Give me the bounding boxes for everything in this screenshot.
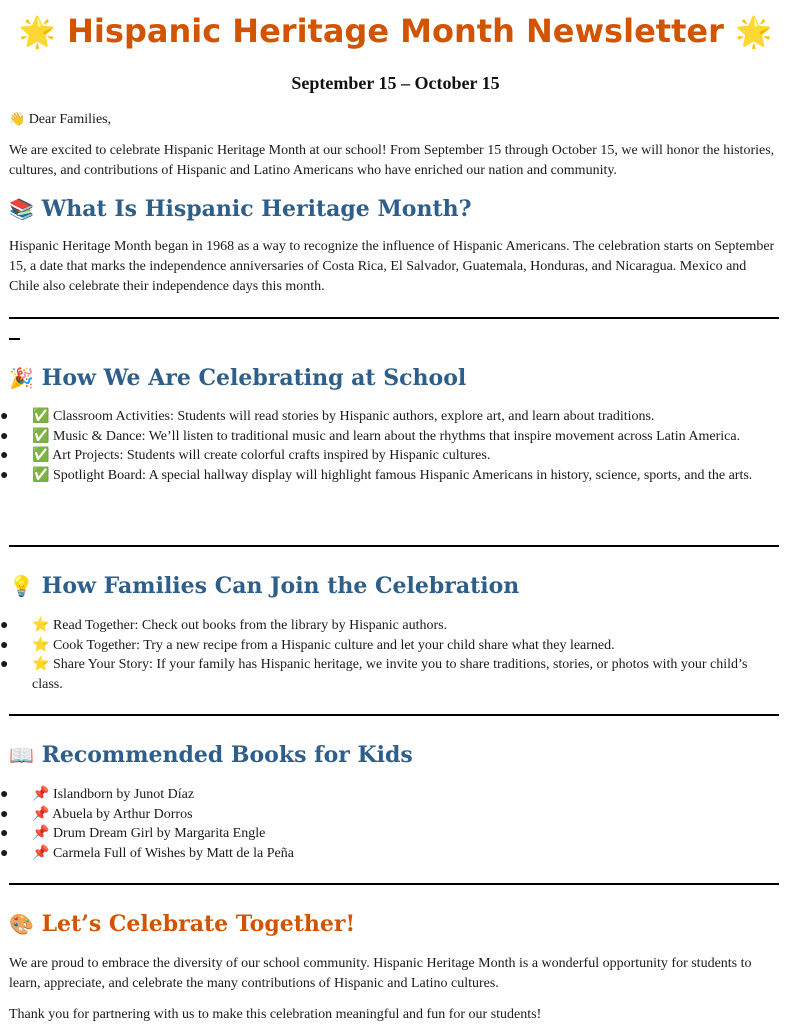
list-item: ● ✅ Classroom Activities: Students will read stories by Hispanic authors, explore art, and learn about traditions. <box>0 409 655 424</box>
section-heading-school <box>9 362 779 394</box>
heading-text: How We Are Celebrating at School <box>41 365 467 391</box>
list-item: ● 📌 Carmela Full of Wishes by Matt de la Peña <box>0 845 294 861</box>
heading-text: Let’s Celebrate Together! <box>41 911 356 937</box>
palette-icon: 🎨 <box>9 912 34 936</box>
pushpin-icon: 📌 <box>32 845 50 861</box>
title-text: Hispanic Heritage Month Newsletter <box>67 12 724 50</box>
thanks-paragraph: Thank you for partnering with us to make this celebration meaningful and fun for our students! <box>9 1007 542 1022</box>
divider <box>9 545 779 547</box>
section-heading-families <box>9 570 779 602</box>
star-icon: 🌟 <box>18 15 56 50</box>
book-list <box>0 785 779 863</box>
greeting <box>9 109 779 130</box>
intro-paragraph: We are excited to celebrate Hispanic Heritage Month at our school! From September 15 through October 15, we will honor the histories, cultures, and contributions of Hispanic and Latino Americans who have enriched our nation and community. <box>9 143 775 178</box>
check-mark-icon: ✅ <box>32 428 50 444</box>
heading-text: What Is Hispanic Heritage Month? <box>41 196 472 222</box>
divider <box>9 317 779 319</box>
star-icon: ⭐ <box>32 637 50 653</box>
star-icon: ⭐ <box>32 657 50 673</box>
list-item: ● ⭐ Read Together: Check out books from the library by Hispanic authors. <box>0 618 448 633</box>
check-mark-icon: ✅ <box>32 467 50 483</box>
books-icon: 📚 <box>9 197 34 221</box>
open-book-icon: 📖 <box>9 743 34 767</box>
greeting-text: Dear Families, <box>28 112 112 127</box>
party-popper-icon: 🎉 <box>9 366 34 390</box>
star-icon: ⭐ <box>32 618 50 633</box>
light-bulb-icon: 💡 <box>9 574 34 598</box>
check-mark-icon: ✅ <box>32 448 50 464</box>
divider-stub <box>9 338 20 340</box>
heading-text: How Families Can Join the Celebration <box>41 573 520 599</box>
pushpin-icon: 📌 <box>32 787 50 802</box>
check-mark-icon: ✅ <box>32 409 50 424</box>
list-item: ● ⭐ Cook Together: Try a new recipe from a Hispanic culture and let your child share what they learned. <box>0 637 615 653</box>
section-heading-closing <box>9 908 779 940</box>
list-item: ● ✅ Spotlight Board: A special hallway display will highlight famous Hispanic Americans in history, science, sports, and the arts. <box>0 467 753 483</box>
pushpin-icon: 📌 <box>32 806 50 822</box>
date-range: September 15 – October 15 <box>291 73 500 93</box>
list-item: ● ⭐ Share Your Story: If your family has Hispanic heritage, we invite you to share traditions, stories, or photos with your child’s class. <box>0 657 748 692</box>
list-item: ● 📌 Abuela by Arthur Dorros <box>0 806 193 822</box>
list-item: ● 📌 Islandborn by Junot Díaz <box>0 787 195 802</box>
divider <box>9 883 779 885</box>
what-paragraph: Hispanic Heritage Month began in 1968 as a way to recognize the influence of Hispanic Americans. The celebration starts on September 15, a date that marks the independence anniversaries of Costa Rica, El Salvador, Guatemala, Honduras, and Nicaragua. Mexico and Chile also celebrate their independence days this month. <box>9 239 775 294</box>
star-icon: 🌟 <box>734 15 773 50</box>
section-heading-what <box>9 193 779 225</box>
list-item: ● ✅ Art Projects: Students will create colorful crafts inspired by Hispanic cultures. <box>0 448 491 464</box>
family-ideas-list <box>0 616 779 694</box>
heading-text: Recommended Books for Kids <box>41 742 413 768</box>
list-item: ● 📌 Drum Dream Girl by Margarita Engle <box>0 826 266 842</box>
waving-hand-icon: 👋 <box>9 111 26 126</box>
pushpin-icon: 📌 <box>32 826 50 842</box>
newsletter-title <box>0 8 791 56</box>
closing-paragraph: We are proud to embrace the diversity of our school community. Hispanic Heritage Month is a wonderful opportunity for students to learn, appreciate, and celebrate the many contributions of Hispanic and Latino cultures. <box>9 956 752 991</box>
list-item: ● ✅ Music & Dance: We’ll listen to traditional music and learn about the rhythms that inspire movement across Latin America. <box>0 428 741 444</box>
school-activities-list <box>0 407 779 485</box>
section-heading-books <box>9 739 779 771</box>
divider <box>9 714 779 716</box>
